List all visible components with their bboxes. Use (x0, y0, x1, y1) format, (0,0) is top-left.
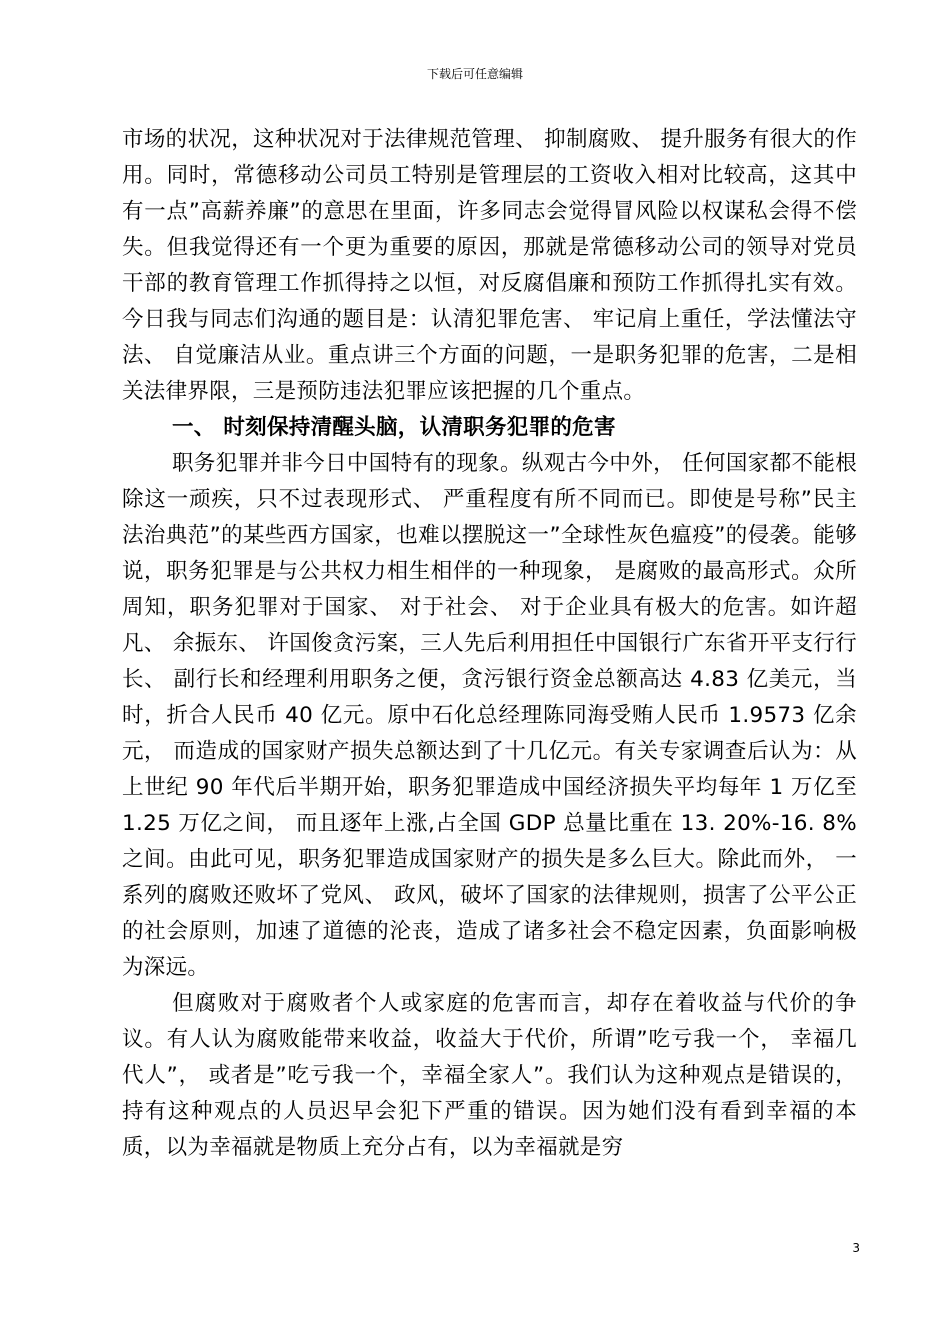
section-heading-1: 一、 时刻保持清醒头脑，认清职务犯罪的危害 (172, 415, 616, 440)
paragraph-3: 但腐败对于腐败者个人或家庭的危害而言，却存在着收益与代价的争议。有人认为腐败能带来收益，收益大于代价，所谓”吃亏我一个， 幸福几代人”， 或者是”吃亏我一个，幸福全家人”。我们认为这种观点是错误的，持有这种观点的人员迟早会犯下严重的错误。因为她们没有看到幸福的本质，以为幸福就是物质上充分占有，以为幸福就是穷 (122, 991, 857, 1160)
page-number: 3 (852, 1241, 860, 1255)
paragraph-1: 市场的状况，这种状况对于法律规范管理、 抑制腐败、 提升服务有很大的作用。同时，常德移动公司员工特别是管理层的工资收入相对比较高，这其中有一点”高薪养廉”的意思在里面，许多同志会觉得冒风险以权谋私会得不偿失。但我觉得还有一个更为重要的原因，那就是常德移动公司的领导对党员干部的教育管理工作抓得持之以恒，对反腐倡廉和预防工作抓得扎实有效。今日我与同志们沟通的题目是：认清犯罪危害、 牢记肩上重任，学法懂法守法、 自觉廉洁从业。重点讲三个方面的问题，一是职务犯罪的危害，二是相关法律界限，三是预防违法犯罪应该把握的几个重点。 (122, 127, 857, 404)
page-header: 下载后可任意编辑 (426, 67, 523, 81)
paragraph-2: 职务犯罪并非今日中国特有的现象。纵观古今中外， 任何国家都不能根除这一顽疾，只不过表现形式、 严重程度有所不同而已。即使是号称”民主法治典范”的某些西方国家，也难以摆脱这一”全球性灰色瘟疫”的侵袭。能够说，职务犯罪是与公共权力相生相伴的一种现象， 是腐败的最高形式。众所周知，职务犯罪对于国家、 对于社会、 对于企业具有极大的危害。如许超凡、 余振东、 许国俊贪污案，三人先后利用担任中国银行广东省开平支行行长、 副行长和经理利用职务之便，贪污银行资金总额高达 4.83 亿美元，当时，折合人民币 40 亿元。原中石化总经理陈同海受贿人民币 1.9573 亿余元， 而造成的国家财产损失总额达到了十几亿元。有关专家调查后认为：从上世纪 90 年代后半期开始，职务犯罪造成中国经济损失平均每年 1 万亿至 1.25 万亿之间， 而且逐年上涨,占全国 GDP 总量比重在 13. 20%-16. 8%之间。由此可见，职务犯罪造成国家财产的损失是多么巨大。除此而外， 一系列的腐败还败坏了党风、 政风，破坏了国家的法律规则，损害了公平公正的社会原则，加速了道德的沦丧，造成了诸多社会不稳定因素，负面影响极为深远。 (122, 451, 857, 980)
document-body (122, 122, 857, 1166)
